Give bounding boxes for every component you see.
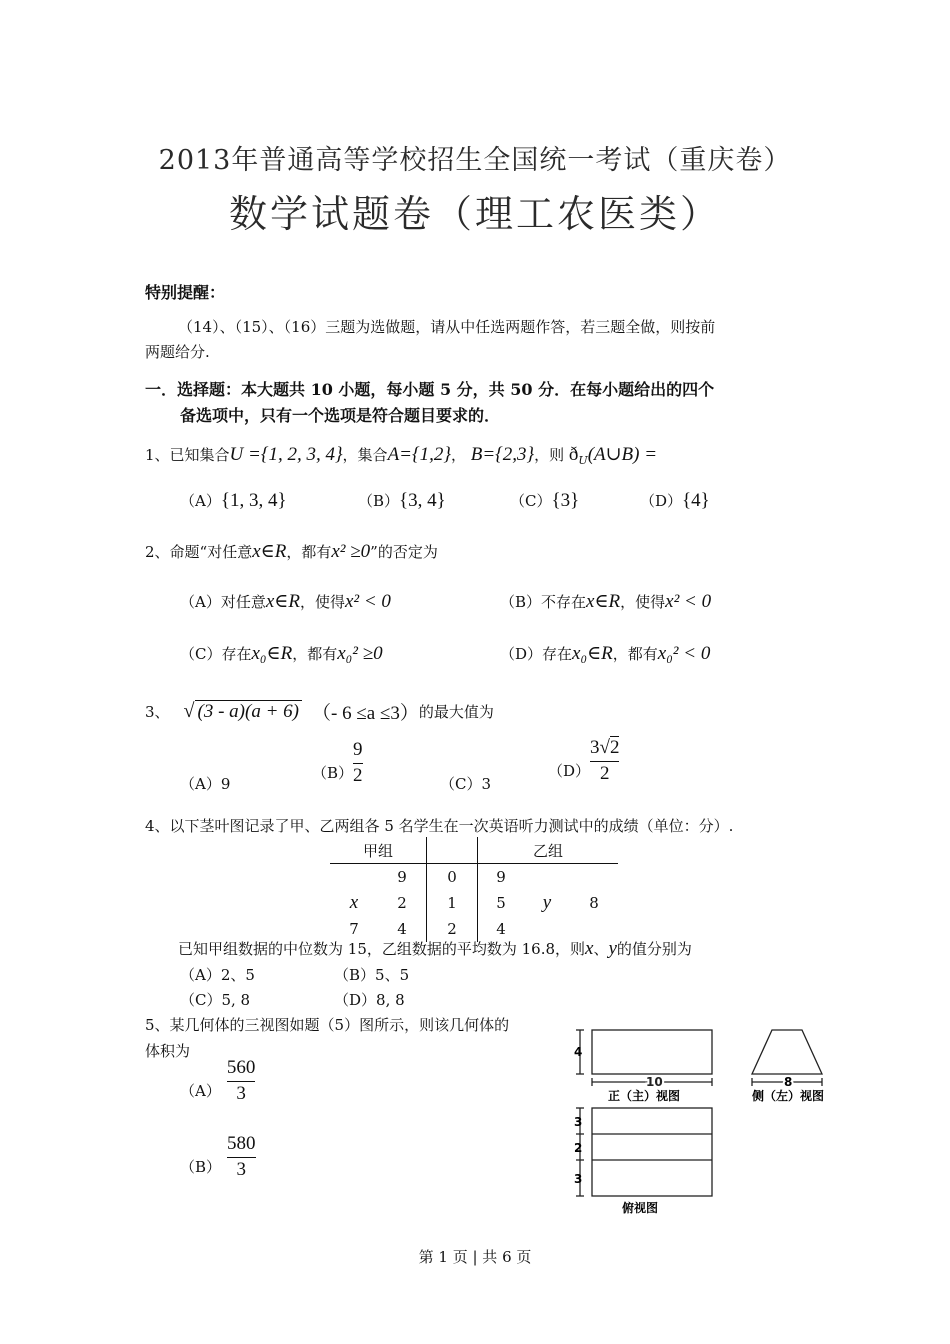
q4-given [178, 938, 692, 960]
q1-option-c [510, 490, 579, 512]
front-view-rect [592, 1030, 712, 1074]
q2-option-d [500, 642, 710, 665]
q3-radicand: (3 - a)(a + 6) [195, 700, 302, 723]
q3-option-b-fraction [353, 740, 363, 787]
table-row [330, 890, 618, 916]
q4-var-x: x [585, 938, 594, 959]
q2-option-b-math-1: x∈R [586, 591, 621, 612]
q2-option-a-mid: ，使得 [299, 593, 345, 611]
side-view-trapezoid [752, 1030, 822, 1074]
q5-option-b-label: （B） [180, 1157, 222, 1176]
q2-mid: ，都有 [286, 543, 332, 561]
q1-expr-tail: (A∪B) = [587, 444, 658, 465]
table-cell: 5 [496, 894, 506, 912]
q4-var-y: y [608, 938, 617, 959]
q3-option-b [312, 740, 363, 787]
q2-math-1: x∈R [252, 541, 287, 562]
q2-option-a-label: （A）对任意 [180, 593, 266, 611]
q3-option-d-label: （D） [548, 761, 591, 780]
q4-option-b: （B）5、5 [334, 966, 410, 984]
table-cell [330, 864, 378, 891]
table-cell: 9 [496, 868, 506, 886]
q4-given-tail: 的值分别为 [616, 940, 692, 958]
q5-option-a-den: 3 [236, 1082, 246, 1104]
table-head-left: 甲组 [362, 841, 393, 860]
q2-option-c-mid: ，都有 [292, 645, 338, 663]
q2-option-a [180, 590, 391, 613]
table-cell: 4 [496, 920, 506, 938]
q1-a-set: A={1,2} [387, 444, 451, 465]
q5-option-a [180, 1058, 255, 1105]
q2-option-d-math-2: x₀² < 0 [657, 643, 711, 664]
q2-option-a-math-1: x∈R [265, 591, 300, 612]
table-cell: y [542, 892, 552, 913]
top-dim-1: 3 [574, 1115, 583, 1129]
top-dim-3: 3 [574, 1172, 583, 1186]
q1-option-a-value: {1, 3, 4} [220, 490, 287, 511]
q4-option-d: （D）8, 8 [334, 991, 405, 1009]
q1-option-b-label: （B） [358, 492, 400, 510]
q3-condition: （- 6 ≤a ≤3） [312, 703, 419, 724]
sqrt-sign: √ [599, 737, 610, 758]
q2-option-a-math-2: x² < 0 [344, 591, 391, 612]
q2-option-b-math-2: x² < 0 [665, 591, 712, 612]
q1-option-d-value: {4} [682, 490, 710, 511]
top-caption: 俯视图 [622, 1201, 659, 1215]
front-height-label: 4 [574, 1045, 583, 1059]
exam-title: 2013年普通高等学校招生全国统一考试（重庆卷） [158, 145, 792, 176]
sqrt-sign: √ [183, 700, 195, 722]
q1-complement-sub: U [578, 454, 588, 467]
q2-suffix: ”的否定为 [370, 543, 438, 561]
q1-option-b-value: {3, 4} [399, 490, 446, 511]
q2-prefix: 2、命题“对任意 [145, 543, 253, 561]
q1-u-set: U ={1, 2, 3, 4} [229, 444, 343, 465]
q1-option-d-label: （D） [640, 492, 683, 510]
q2-option-d-label: （D）存在 [500, 645, 573, 663]
q3-option-b-den: 2 [353, 764, 363, 786]
q1-option-c-label: （C） [510, 492, 552, 510]
q2-option-c [180, 642, 383, 665]
q1-mid1: ，集合 [342, 446, 388, 464]
q1-b-set: B={2,3} [470, 444, 535, 465]
q2-math-2: x² ≥0 [331, 541, 371, 562]
q5-option-b-num: 580 [227, 1133, 256, 1154]
table-cell [524, 864, 570, 891]
table-cell: 0 [427, 864, 478, 891]
section1-line-1: 一．选择题：本大题共 10 小题，每小题 5 分，共 50 分．在每小题给出的四个 [145, 380, 715, 399]
q3-option-d-coef: 3 [590, 737, 600, 758]
q3-option-d-den: 2 [600, 762, 610, 784]
table-cell: 2 [427, 916, 478, 942]
notice-line-2: 两题给分. [145, 343, 210, 361]
table-cell [570, 864, 618, 891]
q1-prefix: 1、已知集合 [145, 446, 230, 464]
side-caption: 侧（左）视图 [752, 1089, 825, 1103]
table-cell: 4 [397, 920, 407, 938]
q4-given-text: 已知甲组数据的中位数为 15，乙组数据的平均数为 16.8，则 [178, 940, 586, 958]
table-cell: 1 [427, 890, 478, 916]
question-3 [145, 698, 494, 725]
table-cell: 9 [397, 868, 407, 886]
table-row [330, 864, 618, 891]
q5-option-b-den: 3 [236, 1158, 247, 1180]
q3-option-d [548, 738, 619, 785]
q2-option-c-math-2: x₀² ≥0 [337, 643, 383, 664]
question-5-line-1: 5、某几何体的三视图如题（5）图所示，则该几何体的 [145, 1016, 510, 1034]
q4-sep: 、 [593, 940, 609, 958]
table-head-right: 乙组 [532, 841, 563, 860]
table-cell: x [349, 892, 359, 913]
q4-option-c: （C）5, 8 [180, 991, 251, 1009]
q3-option-c: （C）3 [440, 775, 492, 793]
question-2 [145, 540, 438, 563]
side-width-label: 8 [784, 1075, 793, 1089]
top-view-rect [592, 1108, 712, 1196]
notice-heading: 特别提醒： [145, 283, 226, 302]
q2-option-c-label: （C）存在 [180, 645, 252, 663]
q5-option-a-fraction [227, 1058, 256, 1105]
q3-option-b-label: （B） [312, 763, 354, 782]
q5-option-a-num: 560 [226, 1057, 256, 1078]
q2-option-b-label: （B）不存在 [500, 593, 587, 611]
question-4: 4、以下茎叶图记录了甲、乙两组各 5 名学生在一次英语听力测试中的成绩（单位：分）. [145, 817, 734, 835]
q5-option-b-fraction [227, 1134, 256, 1181]
table-cell: 2 [397, 894, 407, 912]
section1-line-2: 备选项中，只有一个选项是符合题目要求的． [180, 406, 501, 425]
q3-prefix: 3、 [145, 703, 170, 721]
exam-subtitle: 数学试题卷（理工农医类） [228, 192, 721, 236]
q5-option-b [180, 1134, 256, 1181]
q3-option-d-radicand: 2 [609, 737, 620, 758]
q2-option-d-math-1: x₀∈R [572, 643, 613, 664]
q1-complement-symbol: ð [568, 444, 579, 465]
top-dim-2: 2 [574, 1141, 583, 1155]
q5-option-a-label: （A） [180, 1081, 221, 1100]
q1-option-a-label: （A） [180, 492, 221, 510]
q2-option-b [500, 590, 711, 613]
page-footer: 第 1 页 | 共 6 页 [418, 1248, 532, 1266]
q1-option-b [358, 490, 446, 512]
q1-option-c-value: {3} [551, 490, 580, 511]
q1-option-a [180, 490, 287, 512]
stem-leaf-table [330, 837, 618, 942]
table-cell: 7 [349, 920, 359, 938]
question-5-line-2: 体积为 [145, 1042, 191, 1060]
q3-option-a: （A）9 [180, 775, 231, 793]
q3-option-d-fraction [590, 738, 619, 785]
front-width-label: 10 [646, 1075, 663, 1089]
q3-suffix: 的最大值为 [418, 703, 494, 721]
three-view-figure [572, 1020, 832, 1220]
q1-mid3: ，则 [534, 446, 565, 464]
question-1 [145, 443, 657, 467]
q2-option-b-mid: ，使得 [620, 593, 666, 611]
q1-mid2: ， [450, 446, 466, 464]
q4-option-a: （A）2、5 [180, 966, 255, 984]
q2-option-c-math-1: x₀∈R [251, 643, 293, 664]
table-cell: 8 [589, 894, 599, 912]
front-caption: 正（主）视图 [608, 1089, 681, 1103]
notice-line-1: （14）、（15）、（16）三题为选做题，请从中任选两题作答，若三题全做，则按前 [178, 318, 716, 336]
q2-option-d-mid: ，都有 [612, 645, 658, 663]
q3-option-b-num: 9 [353, 739, 363, 760]
q1-option-d [640, 490, 710, 512]
